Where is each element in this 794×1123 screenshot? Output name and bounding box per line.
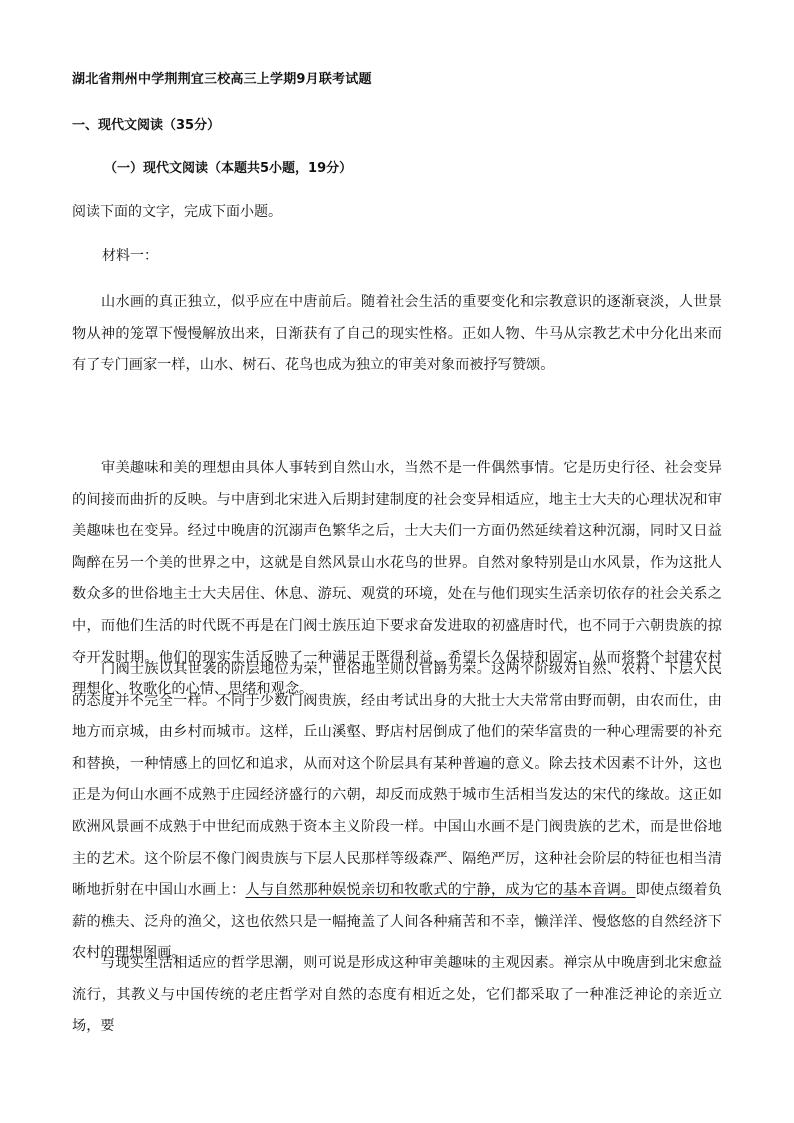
subsection-heading: （一）现代文阅读（本题共5小题，19分） (104, 161, 353, 176)
paragraph-3-text-a: 门阀士族以其世袭的阶层地位为荣，世俗地主则以官爵为荣。这两个阶级对自然、农村、下层人民的态度并不完全一样。不同于少数门阀贵族，经由考试出身的大批士大夫常常由野而朝，由农而仕，由地方而京城，由乡村而城市。这样，丘山溪壑、野店村居倒成了他们的荣华富贵的一种心理需要的补充和替换，一种情感上的回忆和追求，从而对这个阶层具有某种普遍的意义。除去技术因素不计外，这也正是为何山水画不成熟于庄园经济盛行的六朝，却反而成熟于城市生活相当发达的宋代的缘故。这正如欧洲风景画不成熟于中世纪而成熟于资本主义阶段一样。中国山水画不是门阀贵族的艺术，而是世俗地主的艺术。这个阶层不像门阀贵族与下层人民那样等级森严、隔绝严厉，这种社会阶层的特征也相当清晰地折射在中国山水画上： (72, 661, 722, 899)
material-label: 材料一： (102, 248, 158, 264)
paragraph-3 (72, 654, 722, 970)
paragraph-3-text-b: 即使点缀着负薪的樵夫、泛舟的渔父，这也依然只是一幅掩盖了人间各种痛苦和不幸，懒洋洋、慢悠悠的自然经济下农村的理想图画。 (72, 882, 722, 962)
reading-instruction: 阅读下面的文字，完成下面小题。 (72, 204, 282, 220)
paragraph-1: 山水画的真正独立，似乎应在中唐前后。随着社会生活的重要变化和宗教意识的逐渐衰淡，人世景物从神的笼罩下慢慢解放出来，日渐获有了自己的现实性格。正如人物、牛马从宗教艺术中分化出来而有了专门画家一样，山水、树石、花鸟也成为独立的审美对象而被抒写赞颂。 (72, 294, 722, 374)
document-title: 湖北省荆州中学荆荆宜三校高三上学期9月联考试题 (72, 72, 372, 87)
paragraph-2: 审美趣味和美的理想由具体人事转到自然山水，当然不是一件偶然事情。它是历史行径、社会变异的间接而曲折的反映。与中唐到北宋进入后期封建制度的社会变异相适应，地主士大夫的心理状况和审美趣味也在变异。经过中晚唐的沉溺声色繁华之后，士大夫们一方面仍然延续着这种沉溺，同时又日益陶醉在另一个美的世界之中，这就是自然风景山水花鸟的世界。自然对象特别是山水风景，作为这批人数众多的世俗地主士大夫居住、休息、游玩、观赏的环境，处在与他们现实生活亲切依存的社会关系之中，而他们生活的时代既不再是在门阀士族压迫下要求奋发进取的初盛唐时代，也不同于六朝贵族的掠夺开发时期。他们的现实生活反映了一种满足于既得利益，希望长久保持和固定，从而将整个封建农村理想化、牧歌化的心情、思绪和观念。 (72, 460, 722, 698)
section-heading: 一、现代文阅读（35分） (72, 118, 221, 133)
underlined-sentence: 人与自然那种娱悦亲切和牧歌式的宁静，成为它的基本音调。 (245, 882, 636, 899)
paragraph-4: 与现实生活相适应的哲学思潮，则可说是形成这种审美趣味的主观因素。禅宗从中晚唐到北宋愈益流行，其教义与中国传统的老庄哲学对自然的态度有相近之处，它们都采取了一种准泛神论的亲近立场，要 (72, 955, 722, 1035)
